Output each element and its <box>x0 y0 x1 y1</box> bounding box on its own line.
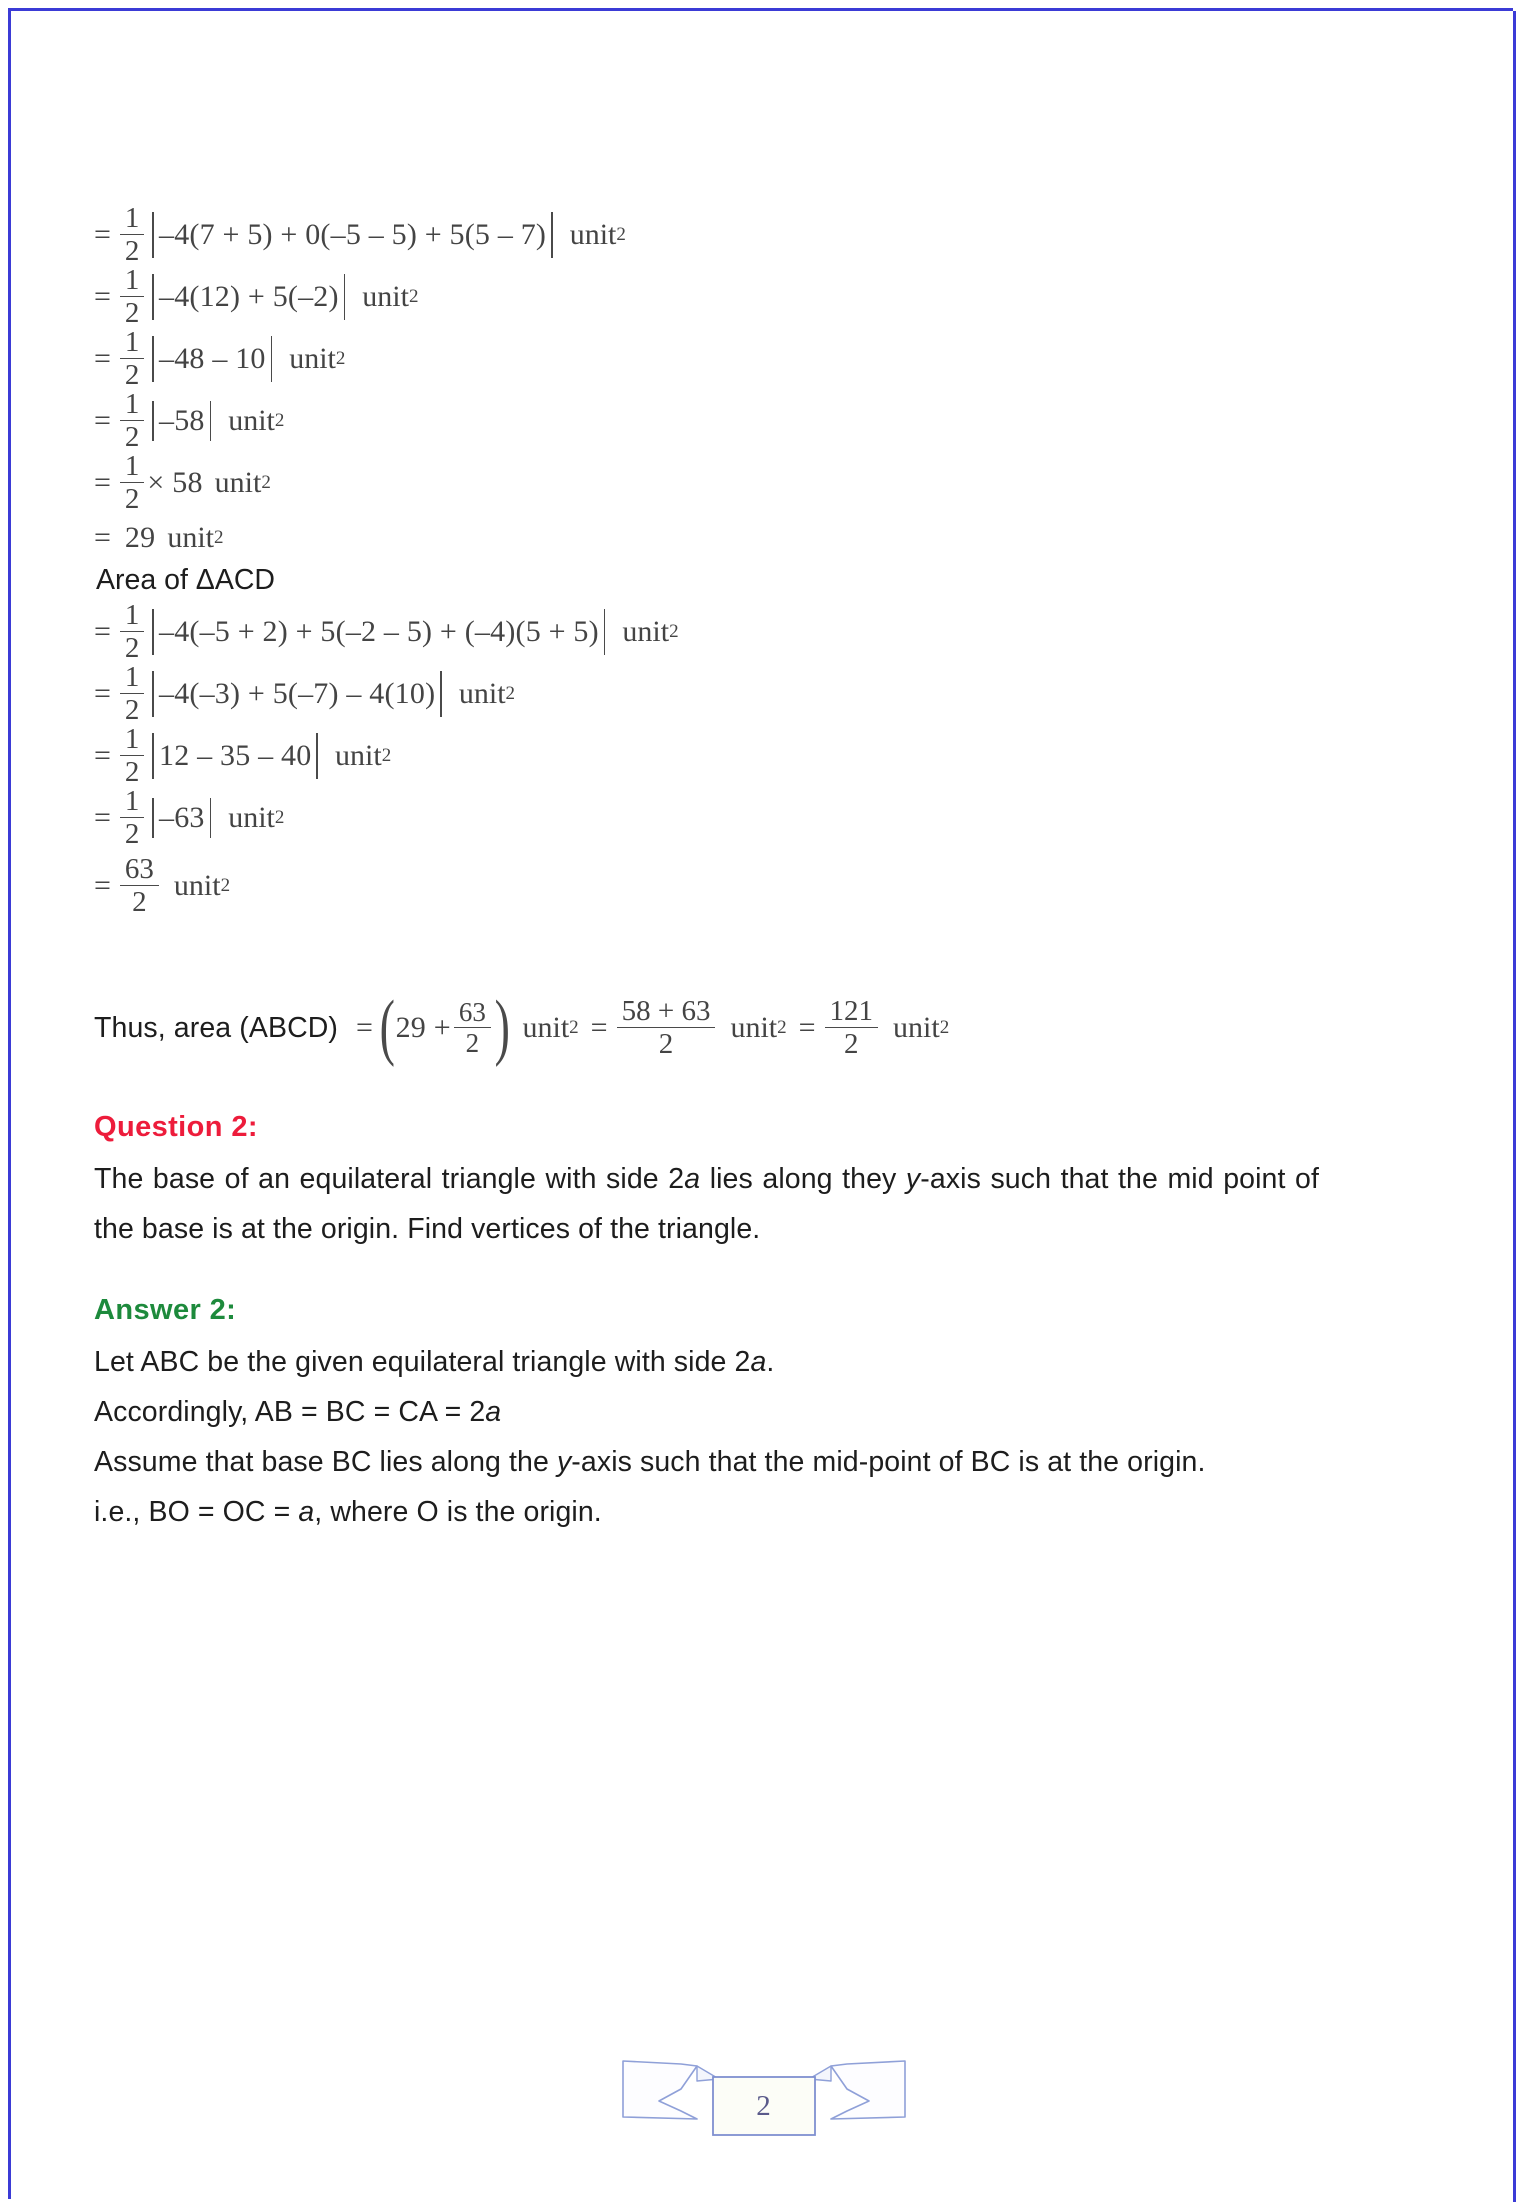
math-block-area-acd <box>94 601 1424 923</box>
equation-acd-line-3: = $\frac{1}{2}$ 12 – 35 – 40 unit 2 <box>94 723 392 788</box>
question-text-part2: lies along they <box>700 1163 906 1195</box>
group-term: 29 + <box>395 1011 451 1044</box>
unit-label-2: unit <box>730 1011 778 1044</box>
answer-line-4-post: , where O is the origin. <box>314 1496 602 1528</box>
unit-label: unit <box>228 404 275 437</box>
answer-line-3-pre: Assume that base BC lies along the <box>94 1446 557 1478</box>
fraction-one-half: $\frac{1}{2}$ <box>120 452 145 514</box>
unit-label-3: unit <box>893 1011 940 1044</box>
expression: × 58 <box>147 466 203 499</box>
fraction-fiftyeight-plus-sixtythree-halves: $\frac{58 + 63}{2}$ <box>617 997 716 1059</box>
answer-line-4 <box>94 1487 1424 1537</box>
answer-line-4-var: a <box>298 1496 315 1528</box>
answer-line-4-pre: i.e., BO = OC = <box>94 1496 299 1528</box>
unit-label-1: unit <box>522 1011 570 1044</box>
unit-label: unit <box>362 280 409 313</box>
abs-bar-left <box>152 733 154 779</box>
fraction-sixty-three-halves: $\frac{63}{2}$ <box>120 855 159 917</box>
abs-bar-left <box>152 798 154 838</box>
answer-body <box>94 1337 1424 1537</box>
abs-bar-right <box>344 274 346 320</box>
unit-label: unit <box>458 677 506 710</box>
fraction-one-half: $\frac{1}{2}$ <box>120 266 145 328</box>
fraction-one-half: $\frac{1}{2}$ <box>120 601 145 663</box>
question-heading: Question 2: <box>94 1111 258 1143</box>
fraction-one-half: $\frac{1}{2}$ <box>120 663 145 725</box>
answer-line-2-pre: Accordingly, AB = BC = CA = 2 <box>94 1396 486 1428</box>
answer-heading: Answer 2: <box>94 1294 237 1326</box>
equation-acd-line-4: = $\frac{1}{2}$ –63 unit 2 <box>94 785 285 850</box>
paren-open: ( <box>379 986 395 1069</box>
equation-line-1: = $\frac{1}{2}$ –4(7 + 5) + 0(–5 – 5) + 5(5 – 7) unit 2 <box>94 202 626 267</box>
fraction-sixty-three-halves-inline: $\frac{63}{2}$ <box>454 999 491 1057</box>
abs-bar-right <box>551 212 553 258</box>
equation-line-4: = $\frac{1}{2}$ –58 unit 2 <box>94 388 285 453</box>
answer-line-3-var: y <box>556 1446 572 1478</box>
expression: –4(7 + 5) + 0(–5 – 5) + 5(5 – 7) <box>159 218 547 251</box>
equals-sign: = <box>94 280 111 313</box>
unit-label: unit <box>622 615 670 648</box>
unit-label: unit <box>289 342 336 375</box>
answer-line-3 <box>94 1437 1424 1487</box>
expression: –48 – 10 <box>159 342 266 375</box>
page-footer <box>14 2039 1513 2151</box>
abs-bar-right <box>604 609 606 655</box>
equals-sign: = <box>94 739 111 772</box>
math-block-area-abc <box>94 204 1424 562</box>
equation-line-2: = $\frac{1}{2}$ –4(12) + 5(–2) unit 2 <box>94 264 419 329</box>
spacer <box>94 1071 1424 1111</box>
answer-line-2-var: a <box>485 1396 502 1428</box>
unit-label: unit <box>214 466 262 499</box>
abs-bar-left <box>152 671 154 717</box>
answer-line-1 <box>94 1337 1424 1387</box>
equation-line-6: = 29 unit 2 <box>94 521 224 554</box>
fraction-one-half: $\frac{1}{2}$ <box>120 204 145 266</box>
expression: –63 <box>159 801 205 834</box>
fraction-one-half: $\frac{1}{2}$ <box>120 787 145 849</box>
abs-bar-left <box>152 609 154 655</box>
abs-bar-right <box>210 401 212 441</box>
page-inner-rule <box>11 11 1516 2202</box>
equals-sign: = <box>94 615 111 648</box>
answer-line-1-pre: Let ABC be the given equilateral triangle with side 2 <box>94 1346 751 1378</box>
thus-area-line: Thus, area (ABCD) = ( 29 + $\frac{63}{2}$ ) unit 2 = $\frac{58 + 63}{2}$ unit 2 = $\frac{121}{2}$ unit 2 <box>94 986 950 1069</box>
fraction-one-half: $\frac{1}{2}$ <box>120 725 145 787</box>
page-content <box>94 204 1424 1537</box>
equals-sign: = <box>94 869 111 902</box>
expression: –4(–5 + 2) + 5(–2 – 5) + (–4)(5 + 5) <box>159 615 599 648</box>
expression: –4(–3) + 5(–7) – 4(10) <box>159 677 436 710</box>
abs-bar-left <box>152 274 154 320</box>
area-acd-label: Area of ΔACD <box>96 564 276 596</box>
equals-sign: = <box>94 342 111 375</box>
unit-label: unit <box>335 739 382 772</box>
answer-line-1-post: . <box>766 1346 775 1378</box>
abs-bar-right <box>440 671 442 717</box>
question-var-a: a <box>684 1163 701 1195</box>
expression: 29 <box>124 521 156 554</box>
equals-sign-2: = <box>590 1011 608 1044</box>
spacer <box>94 1254 1424 1294</box>
scanned-page <box>14 14 1513 2199</box>
equals-sign-1: = <box>356 1011 373 1044</box>
question-text <box>94 1154 1319 1254</box>
question-text-part1: The base of an equilateral triangle with side 2 <box>94 1163 685 1195</box>
spacer <box>94 923 1424 985</box>
answer-line-2 <box>94 1387 1424 1437</box>
equals-sign-3: = <box>798 1011 816 1044</box>
ribbon-banner <box>619 2039 909 2151</box>
fraction-one-half: $\frac{1}{2}$ <box>120 390 145 452</box>
answer-line-1-var: a <box>750 1346 767 1378</box>
expression: 12 – 35 – 40 <box>159 739 312 772</box>
equals-sign: = <box>94 404 111 437</box>
answer-line-3-post: -axis such that the mid-point of BC is at the origin. <box>571 1446 1206 1478</box>
equals-sign: = <box>94 218 111 251</box>
page-border <box>8 8 1513 2199</box>
unit-label: unit <box>228 801 275 834</box>
paren-close: ) <box>494 986 510 1069</box>
abs-bar-left <box>152 212 154 258</box>
unit-label: unit <box>173 869 221 902</box>
abs-bar-left <box>152 336 154 382</box>
abs-bar-right <box>210 798 212 838</box>
abs-bar-right <box>316 733 318 779</box>
equals-sign: = <box>94 521 111 554</box>
equation-acd-line-1: = $\frac{1}{2}$ –4(–5 + 2) + 5(–2 – 5) + (–4)(5 + 5) unit 2 <box>94 599 679 664</box>
equation-line-5: = $\frac{1}{2}$ × 58 unit 2 <box>94 450 271 515</box>
expression: –58 <box>159 404 205 437</box>
thus-area-label: Thus, area (ABCD) <box>94 1011 339 1044</box>
equals-sign: = <box>94 466 111 499</box>
question-var-y: y <box>905 1163 921 1195</box>
equation-line-3: = $\frac{1}{2}$ –48 – 10 unit 2 <box>94 326 346 391</box>
equals-sign: = <box>94 677 111 710</box>
fraction-one-half: $\frac{1}{2}$ <box>120 328 145 390</box>
expression: –4(12) + 5(–2) <box>159 280 339 313</box>
question-text-part3: -axis such that the mid point of the base is at the origin. Find vertices of the triangle. <box>94 1163 1319 1245</box>
page-number: 2 <box>756 2089 771 2122</box>
unit-label: unit <box>167 521 214 554</box>
equation-acd-line-5: = $\frac{63}{2}$ unit 2 <box>94 853 231 918</box>
abs-bar-left <box>152 401 154 441</box>
equation-acd-line-2: = $\frac{1}{2}$ –4(–3) + 5(–7) – 4(10) unit 2 <box>94 661 516 726</box>
abs-bar-right <box>271 336 273 382</box>
unit-label: unit <box>569 218 617 251</box>
equals-sign: = <box>94 801 111 834</box>
fraction-one-twenty-one-halves: $\frac{121}{2}$ <box>825 997 879 1059</box>
